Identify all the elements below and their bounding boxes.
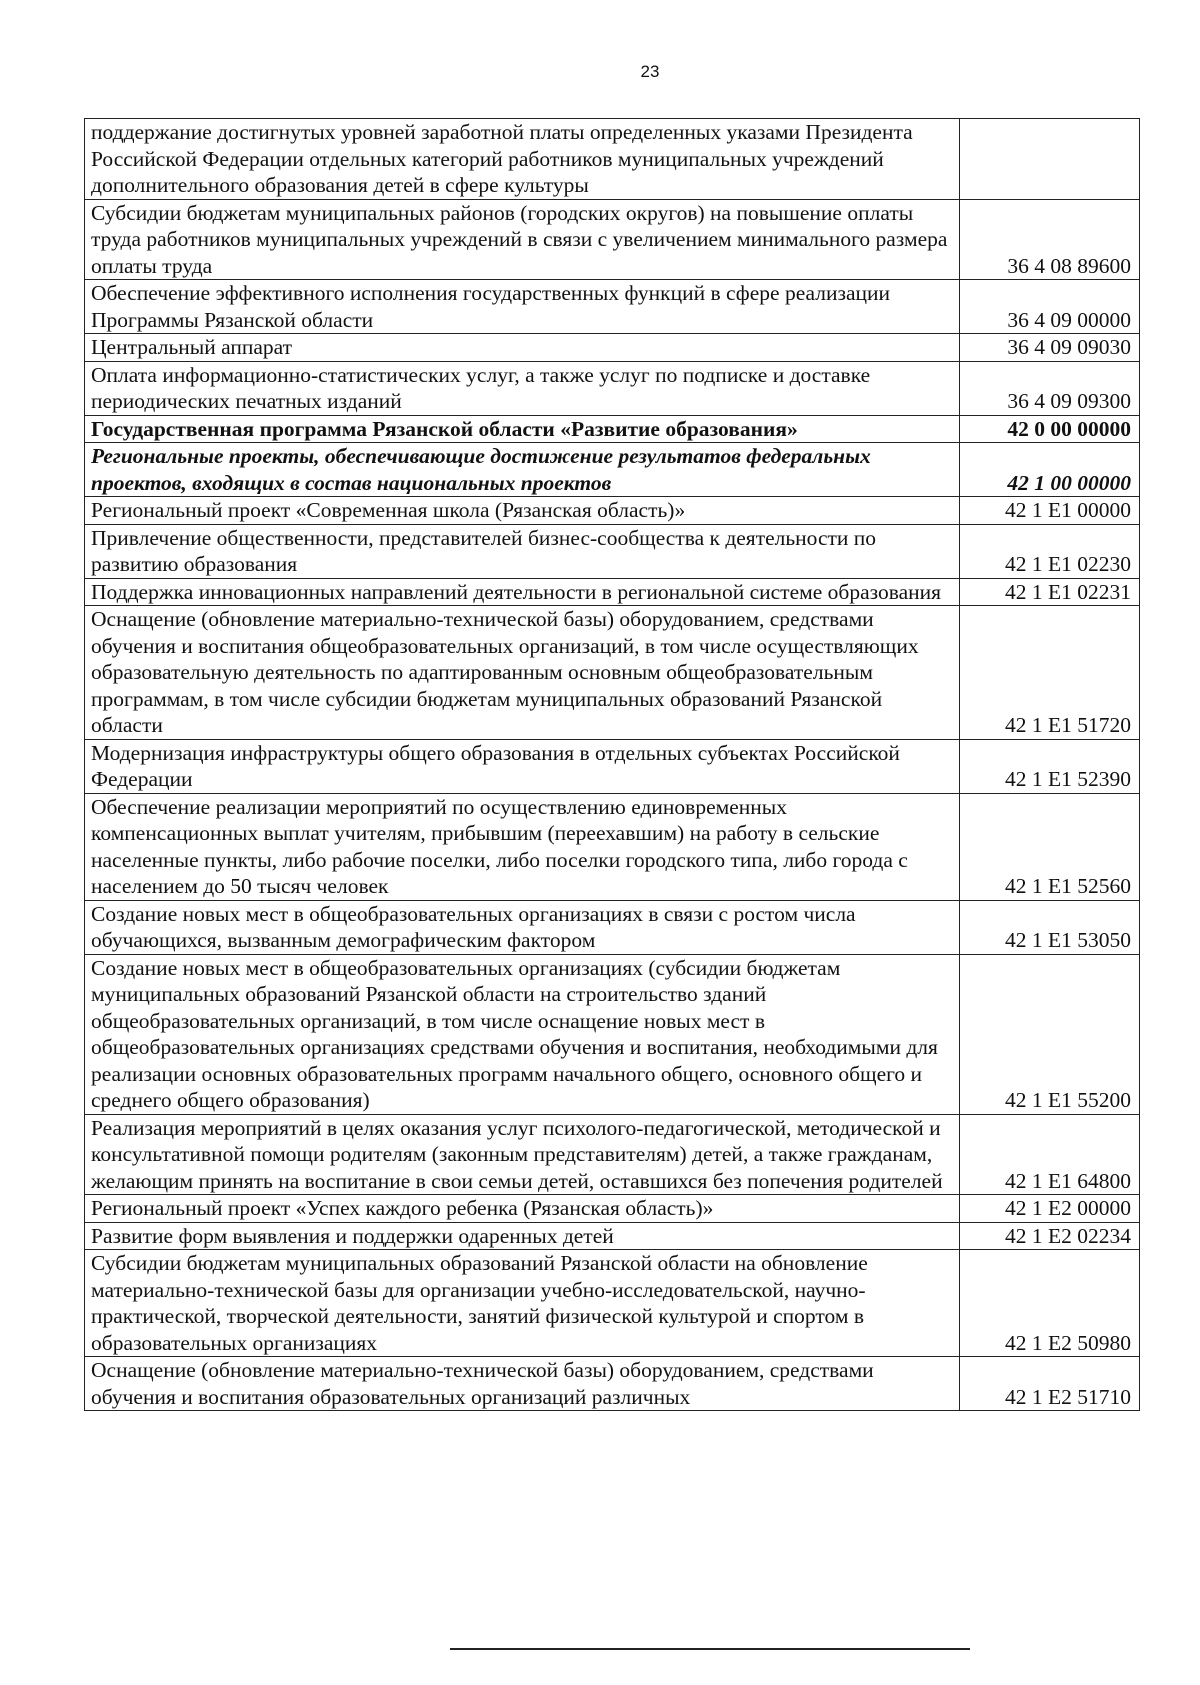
expense-item-name: Поддержка инновационных направлений деятельности в региональной системе образования: [85, 578, 960, 606]
expense-item-name: поддержание достигнутых уровней заработной платы определенных указами Президента Российской Федерации отдельных категорий работников муниципальных учреждений дополнительного образования детей в сфере культуры: [85, 119, 960, 200]
target-article-code: 42 1 E1 64800: [960, 1114, 1140, 1195]
target-article-code: 42 1 E2 51710: [960, 1357, 1140, 1411]
expense-item-name: Обеспечение реализации мероприятий по осуществлению единовременных компенсационных выплат учителям, прибывшим (переехавшим) на работу в сельские населенные пункты, либо рабочие поселки, либо поселки городского типа, либо города с населением до 50 тысяч человек: [85, 793, 960, 900]
target-article-code: 42 1 E1 53050: [960, 900, 1140, 954]
target-article-code: 42 1 E1 02230: [960, 524, 1140, 578]
expense-item-name: Оснащение (обновление материально-технической базы) оборудованием, средствами обучения и воспитания общеобразовательных организаций, в том числе осуществляющих образовательную деятельность по адаптированным основным общеобразовательным программам, в том числе субсидии бюджетам муниципальных образований Рязанской области: [85, 606, 960, 740]
table-row: [85, 199, 1140, 280]
table-row: [85, 1250, 1140, 1357]
table-row: [85, 334, 1140, 362]
expense-item-name: Центральный аппарат: [85, 334, 960, 362]
target-article-code: 36 4 09 09030: [960, 334, 1140, 362]
target-article-code: 36 4 09 09300: [960, 361, 1140, 415]
target-article-code: 42 1 E2 02234: [960, 1222, 1140, 1250]
target-article-code: 42 1 E1 52390: [960, 739, 1140, 793]
target-article-code: 42 1 E1 55200: [960, 954, 1140, 1114]
expense-item-name: Создание новых мест в общеобразовательных организациях в связи с ростом числа обучающихся, вызванным демографическим фактором: [85, 900, 960, 954]
expense-item-name: Оснащение (обновление материально-технической базы) оборудованием, средствами обучения и воспитания образовательных организаций различных: [85, 1357, 960, 1411]
target-article-code: [960, 119, 1140, 200]
footer-rule: [450, 1648, 970, 1650]
expense-item-name: Оплата информационно-статистических услуг, а также услуг по подписке и доставке периодических печатных изданий: [85, 361, 960, 415]
table-row: [85, 497, 1140, 525]
target-article-code: 36 4 08 89600: [960, 199, 1140, 280]
expense-item-name: Привлечение общественности, представителей бизнес-сообщества к деятельности по развитию образования: [85, 524, 960, 578]
target-article-code: 42 0 00 00000: [960, 415, 1140, 443]
target-article-code: 42 1 E2 50980: [960, 1250, 1140, 1357]
table-row: [85, 578, 1140, 606]
table-body: [85, 119, 1140, 1411]
budget-classification-table: [84, 118, 1140, 1411]
table-row: [85, 1114, 1140, 1195]
target-article-code: 42 1 E1 52560: [960, 793, 1140, 900]
table-row: [85, 1222, 1140, 1250]
table-row: [85, 524, 1140, 578]
expense-item-name: Обеспечение эффективного исполнения государственных функций в сфере реализации Программы Рязанской области: [85, 280, 960, 334]
expense-item-name: Региональный проект «Успех каждого ребенка (Рязанская область)»: [85, 1195, 960, 1223]
target-article-code: 42 1 E1 00000: [960, 497, 1140, 525]
target-article-code: 42 1 E1 51720: [960, 606, 1140, 740]
page-number: 23: [640, 62, 660, 81]
table-row: [85, 119, 1140, 200]
table-row: [85, 606, 1140, 740]
target-article-code: 42 1 E2 00000: [960, 1195, 1140, 1223]
table-row: [85, 793, 1140, 900]
table-row: [85, 1357, 1140, 1411]
target-article-code: 42 1 E1 02231: [960, 578, 1140, 606]
expense-item-name: Создание новых мест в общеобразовательных организациях (субсидии бюджетам муниципальных образований Рязанской области на строительство зданий общеобразовательных организаций, в том числе оснащение новых мест в общеобразовательных организациях средствами обучения и воспитания, необходимыми для реализации основных образовательных программ начального общего, основного общего и среднего общего образования): [85, 954, 960, 1114]
table-row: [85, 739, 1140, 793]
expense-item-name: Субсидии бюджетам муниципальных образований Рязанской области на обновление материально-технической базы для организации учебно-исследовательской, научно-практической, творческой деятельности, занятий физической культурой и спортом в образовательных организациях: [85, 1250, 960, 1357]
table-row: [85, 1195, 1140, 1223]
expense-item-name: Региональные проекты, обеспечивающие достижение результатов федеральных проектов, входящих в состав национальных проектов: [85, 443, 960, 497]
expense-item-name: Государственная программа Рязанской области «Развитие образования»: [85, 415, 960, 443]
expense-item-name: Субсидии бюджетам муниципальных районов (городских округов) на повышение оплаты труда работников муниципальных учреждений в связи с увеличением минимального размера оплаты труда: [85, 199, 960, 280]
expense-item-name: Реализация мероприятий в целях оказания услуг психолого-педагогической, методической и консультативной помощи родителям (законным представителям) детей, а также гражданам, желающим принять на воспитание в свои семьи детей, оставшихся без попечения родителей: [85, 1114, 960, 1195]
table-row: [85, 415, 1140, 443]
expense-item-name: Региональный проект «Современная школа (Рязанская область)»: [85, 497, 960, 525]
table-row: [85, 900, 1140, 954]
table-row: [85, 954, 1140, 1114]
target-article-code: 42 1 00 00000: [960, 443, 1140, 497]
table-row: [85, 361, 1140, 415]
table-row: [85, 443, 1140, 497]
target-article-code: 36 4 09 00000: [960, 280, 1140, 334]
expense-item-name: Развитие форм выявления и поддержки одаренных детей: [85, 1222, 960, 1250]
table-row: [85, 280, 1140, 334]
expense-item-name: Модернизация инфраструктуры общего образования в отдельных субъектах Российской Федерации: [85, 739, 960, 793]
